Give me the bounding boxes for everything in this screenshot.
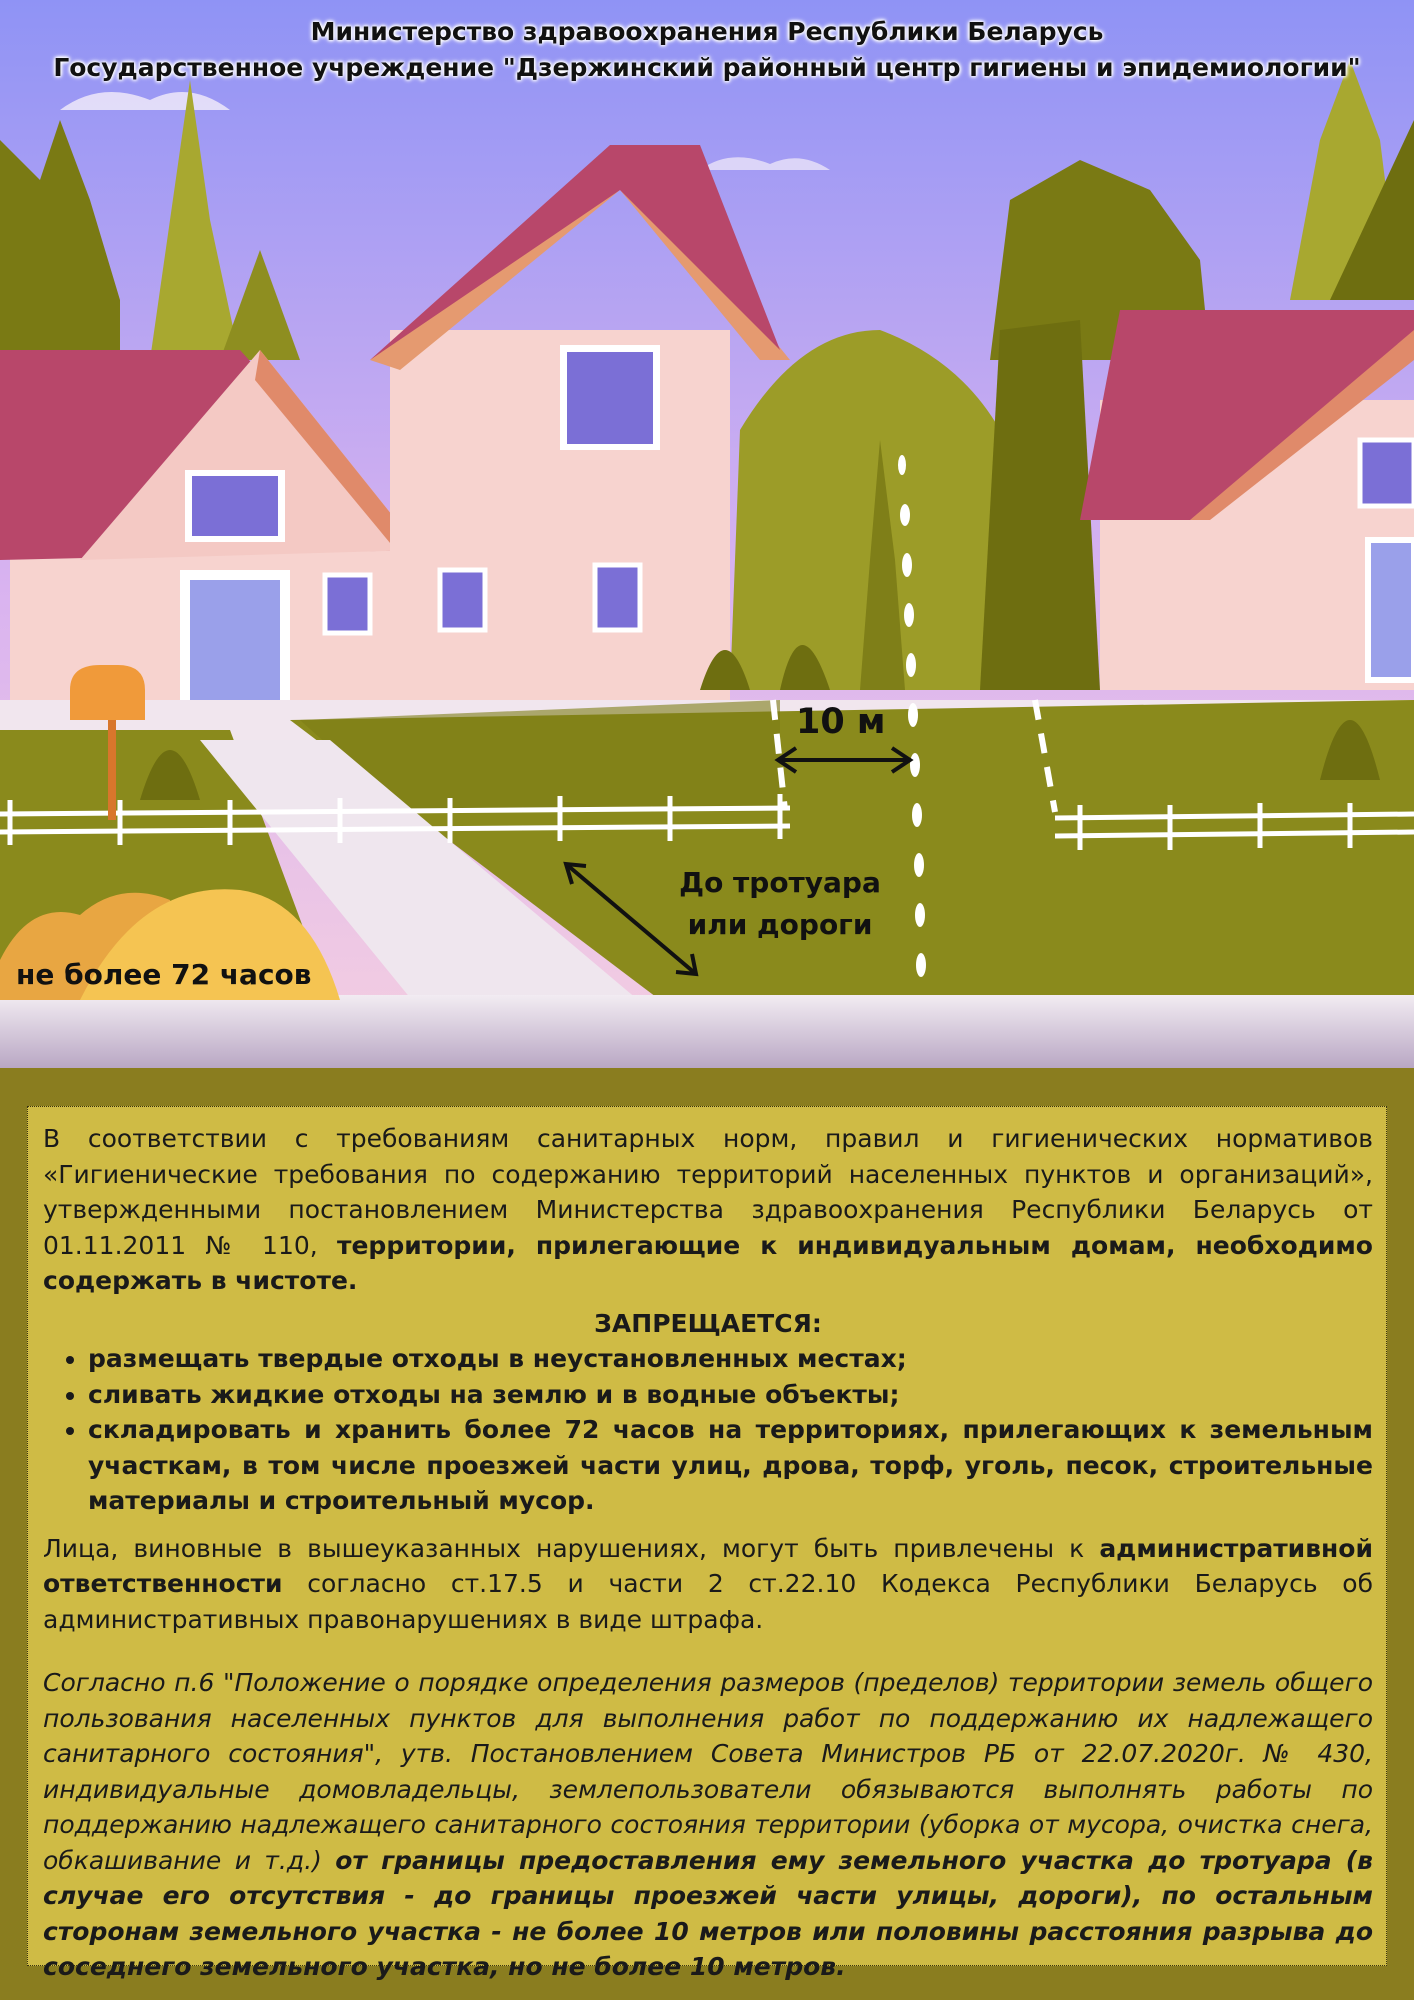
institution-title: Государственное учреждение "Дзержинский районный центр гигиены и эпидемиологии" bbox=[53, 53, 1361, 82]
label-road bbox=[650, 862, 910, 946]
ministry-title: Министерство здравоохранения Республики Беларусь bbox=[310, 17, 1104, 46]
label-10m: 10 м bbox=[796, 702, 886, 742]
paragraph-liability bbox=[43, 1531, 1373, 1638]
list-item: • сливать жидкие отходы на землю и в водные объекты; bbox=[88, 1377, 1373, 1413]
liability-text-a: Лица, виновные в вышеуказанных нарушениях, могут быть привлечены к bbox=[43, 1533, 1085, 1563]
house-right bbox=[1080, 310, 1414, 690]
regulation-bold: от границы предоставления ему земельного участка до тротуара (в случае его отсутствия - до границы проезжей части улицы, дороги), по остальным сторонам земельного участка - не более 10 метров или половины расстояния разрыва до соседнего земельного участка, но не более 10 метров. bbox=[43, 1845, 1373, 1981]
requirements-text: В соответствии с требованиям санитарных норм, правил и гигиенических нормативов «Гигиенические требования по содержанию территорий населенных пунктов и организаций», утвержденными постановлением Министерства здравоохранения Республики Беларусь от 01.11.2011 № 110, bbox=[43, 1124, 1373, 1260]
list-item: • складировать и хранить более 72 часов на территориях, прилегающих к земельным участкам, в том числе проезжей части улиц, дрова, торф, уголь, песок, строительные материалы и строительный мусор. bbox=[88, 1412, 1373, 1519]
liability-bold: административной ответственности bbox=[43, 1533, 1373, 1598]
header bbox=[0, 14, 1414, 86]
paragraph-regulation bbox=[43, 1665, 1373, 1985]
forbidden-title: ЗАПРЕЩАЕТСЯ: bbox=[594, 1308, 822, 1338]
label-road-line2: или дороги bbox=[687, 908, 873, 941]
regulation-text: Согласно п.6 "Положение о порядке определения размеров (пределов) территории земель общего пользования населенных пунктов для выполнения работ по поддержанию их надлежащего санитарного состояния", утв. Постановлением Совета Министров РБ от 22.07.2020г. № 430, индивидуальные домовладельцы, землепользователи обязываются выполнять работы по поддержанию надлежащего санитарного состояния территории (уборка от мусора, очистка снега, обкашивание и т.д.) bbox=[43, 1668, 1373, 1875]
label-72-hours: не более 72 часов bbox=[16, 958, 312, 991]
forbidden-list bbox=[43, 1341, 1373, 1519]
list-item: • размещать твердые отходы в неустановленных местах; bbox=[88, 1341, 1373, 1377]
requirements-bold: территории, прилегающие к индивидуальным домам, необходимо содержать в чистоте. bbox=[43, 1230, 1373, 1295]
info-panel bbox=[27, 1106, 1387, 1981]
label-road-line1: До тротуара bbox=[679, 866, 881, 899]
liability-text-b: согласно ст.17.5 и части 2 ст.22.10 Кодекса Республики Беларусь об административных правонарушениях в виде штрафа. bbox=[43, 1569, 1373, 1634]
paragraph-requirements bbox=[43, 1121, 1373, 1299]
